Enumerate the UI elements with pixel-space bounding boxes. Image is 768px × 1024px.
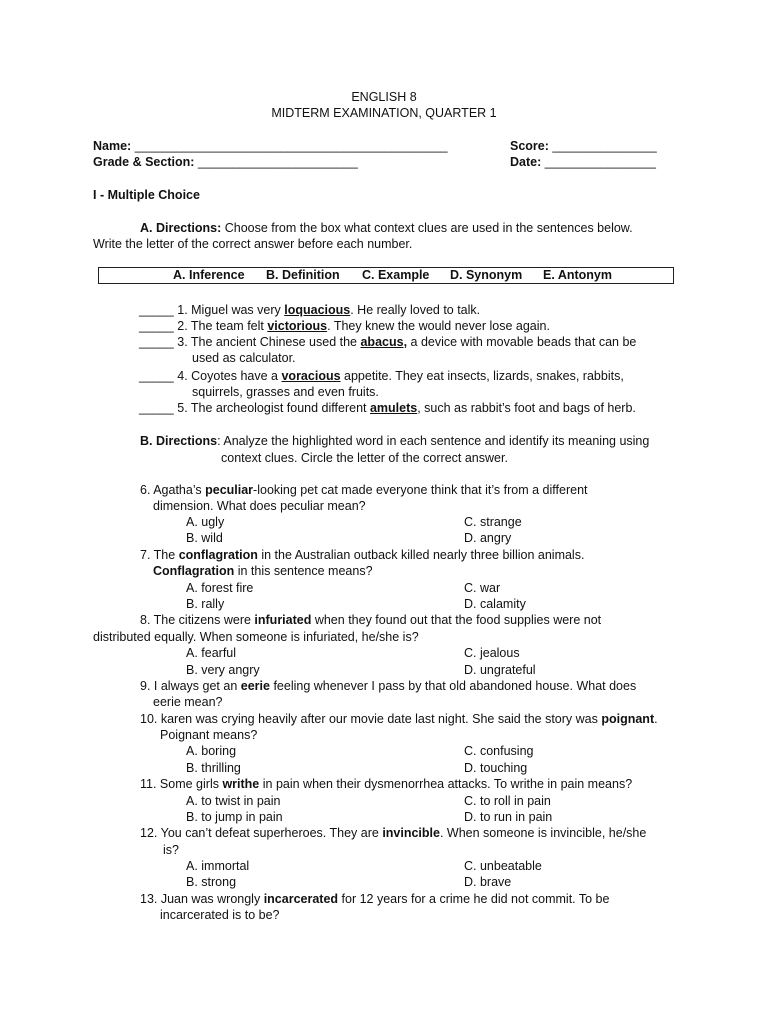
- question-10: 10. karen was crying heavily after our movie date last night. She said the story was poignant.: [140, 712, 658, 726]
- question-12: 12. You can’t defeat superheroes. They are invincible. When someone is invincible, he/she: [140, 826, 647, 840]
- item-3-cont: used as calculator.: [192, 351, 296, 365]
- choice-10d[interactable]: D. touching: [464, 761, 528, 775]
- item-5: _____ 5. The archeologist found different amulets, such as rabbit’s foot and bags of herb.: [139, 401, 636, 415]
- answer-blank[interactable]: _____: [139, 369, 174, 383]
- item-1: _____ 1. Miguel was very loquacious. He really loved to talk.: [139, 303, 481, 317]
- subject-title: ENGLISH 8: [351, 90, 417, 104]
- question-13-cont: incarcerated is to be?: [160, 908, 280, 922]
- choice-11c[interactable]: C. to roll in pain: [464, 794, 551, 808]
- target-word: abacus,: [360, 335, 408, 349]
- choice-8a[interactable]: A. fearful: [186, 646, 237, 660]
- name-blank: _____________________________________________: [134, 139, 448, 153]
- grade-section-label: Grade & Section:: [93, 155, 195, 169]
- choice-10b[interactable]: B. thrilling: [186, 761, 241, 775]
- highlighted-word: infuriated: [254, 613, 312, 627]
- choice-11a[interactable]: A. to twist in pain: [186, 794, 281, 808]
- choice-7b[interactable]: B. rally: [186, 597, 225, 611]
- box-option-example: C. Example: [362, 268, 430, 282]
- target-word: voracious: [281, 369, 341, 383]
- box-option-synonym: D. Synonym: [450, 268, 523, 282]
- date-field[interactable]: [510, 154, 656, 170]
- grade-section-blank: _______________________: [197, 155, 358, 169]
- answer-blank[interactable]: _____: [139, 319, 174, 333]
- b-directions-label: B. Directions: [140, 434, 218, 448]
- choice-10a[interactable]: A. boring: [186, 744, 237, 758]
- item-3: _____ 3. The ancient Chinese used the abacus, a device with movable beads that can be: [139, 335, 637, 349]
- question-9: 9. I always get an eerie feeling whenever I pass by that old abandoned house. What does: [140, 679, 637, 693]
- highlighted-word: eerie: [240, 679, 270, 693]
- part1-title: I - Multiple Choice: [93, 188, 200, 202]
- a-directions-line1: [140, 220, 633, 236]
- item-2: _____ 2. The team felt victorious. They knew the would never lose again.: [139, 319, 550, 333]
- target-word: amulets: [369, 401, 418, 415]
- highlighted-word: poignant: [601, 712, 655, 726]
- target-word: victorious: [267, 319, 328, 333]
- answer-blank[interactable]: _____: [139, 401, 174, 415]
- question-11: 11. Some girls writhe in pain when their dysmenorrhea attacks. To writhe in pain means?: [140, 777, 633, 791]
- highlighted-word: peculiar: [205, 483, 254, 497]
- question-13: 13. Juan was wrongly incarcerated for 12 years for a crime he did not commit. To be: [140, 892, 610, 906]
- date-label: Date:: [510, 155, 542, 169]
- exam-title: MIDTERM EXAMINATION, QUARTER 1: [271, 106, 497, 120]
- question-8-cont: distributed equally. When someone is infuriated, he/she is?: [93, 630, 419, 644]
- question-12-cont: is?: [163, 843, 179, 857]
- score-blank: _______________: [552, 139, 657, 153]
- highlighted-word: invincible: [382, 826, 440, 840]
- a-directions-label: A. Directions:: [140, 221, 222, 235]
- a-directions-text: Choose from the box what context clues are used in the sentences below.: [221, 221, 633, 235]
- choice-7a[interactable]: A. forest fire: [186, 581, 254, 595]
- choice-6d[interactable]: D. angry: [464, 531, 512, 545]
- score-label: Score:: [510, 139, 549, 153]
- question-8: 8. The citizens were infuriated when they found out that the food supplies were not: [140, 613, 602, 627]
- choice-8c[interactable]: C. jealous: [464, 646, 520, 660]
- question-9-cont: eerie mean?: [153, 695, 223, 709]
- choice-7c[interactable]: C. war: [464, 581, 501, 595]
- question-6-cont: dimension. What does peculiar mean?: [153, 499, 366, 513]
- highlighted-word: writhe: [222, 777, 260, 791]
- name-field[interactable]: [93, 138, 448, 154]
- choice-8d[interactable]: D. ungrateful: [464, 663, 536, 677]
- question-7: 7. The conflagration in the Australian outback killed nearly three billion animals.: [140, 548, 585, 562]
- box-option-inference: A. Inference: [173, 268, 245, 282]
- item-4-cont: squirrels, grasses and even fruits.: [192, 385, 379, 399]
- answer-blank[interactable]: _____: [139, 335, 174, 349]
- box-option-definition: B. Definition: [266, 268, 340, 282]
- name-label: Name:: [93, 139, 132, 153]
- target-word: loquacious: [284, 303, 351, 317]
- choice-11d[interactable]: D. to run in pain: [464, 810, 553, 824]
- choice-12a[interactable]: A. immortal: [186, 859, 250, 873]
- choice-12d[interactable]: D. brave: [464, 875, 512, 889]
- question-6: 6. Agatha’s peculiar-looking pet cat made everyone think that it’s from a different: [140, 483, 588, 497]
- choice-8b[interactable]: B. very angry: [186, 663, 260, 677]
- a-directions-line2: Write the letter of the correct answer before each number.: [93, 237, 413, 251]
- choice-6c[interactable]: C. strange: [464, 515, 522, 529]
- choice-12b[interactable]: B. strong: [186, 875, 237, 889]
- choice-10c[interactable]: C. confusing: [464, 744, 534, 758]
- date-blank: ________________: [544, 155, 656, 169]
- question-7-cont: Conflagration in this sentence means?: [153, 564, 373, 578]
- b-directions-line2: context clues. Circle the letter of the correct answer.: [221, 451, 508, 465]
- answer-blank[interactable]: _____: [139, 303, 174, 317]
- highlighted-word: conflagration: [178, 548, 258, 562]
- choice-6b[interactable]: B. wild: [186, 531, 223, 545]
- item-4: _____ 4. Coyotes have a voracious appetite. They eat insects, lizards, snakes, rabbits,: [139, 369, 624, 383]
- score-field[interactable]: [510, 138, 657, 154]
- choice-12c[interactable]: C. unbeatable: [464, 859, 542, 873]
- box-option-antonym: E. Antonym: [543, 268, 612, 282]
- context-clue-box: [98, 267, 674, 284]
- choice-6a[interactable]: A. ugly: [186, 515, 225, 529]
- choice-11b[interactable]: B. to jump in pain: [186, 810, 283, 824]
- highlighted-word: incarcerated: [263, 892, 339, 906]
- b-directions-line1: B. Directions: Analyze the highlighted word in each sentence and identify its meaning using: [140, 434, 650, 448]
- choice-7d[interactable]: D. calamity: [464, 597, 526, 611]
- grade-section-field[interactable]: [93, 154, 358, 170]
- question-10-cont: Poignant means?: [160, 728, 258, 742]
